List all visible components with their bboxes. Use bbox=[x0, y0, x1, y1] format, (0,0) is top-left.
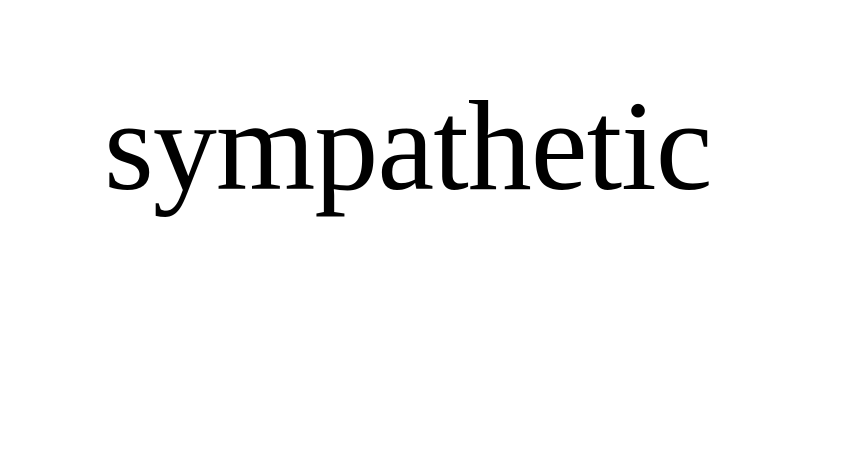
displayed-word: sympathetic bbox=[104, 75, 712, 217]
